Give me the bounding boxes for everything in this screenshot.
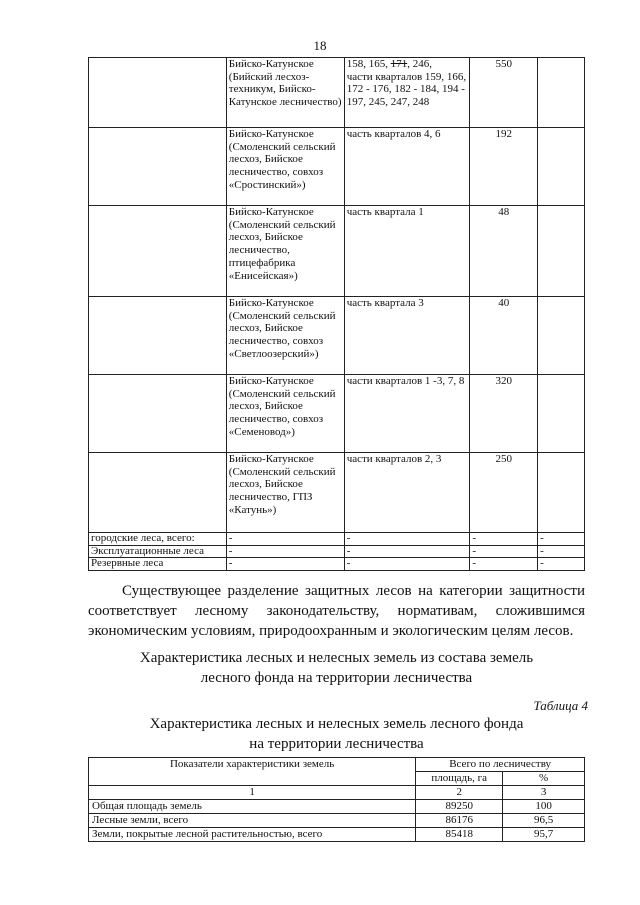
table-row [89,828,585,842]
table-cell [89,453,227,533]
table-row [89,297,585,375]
area-value: 85418 [416,828,503,842]
quarters-text-rest: , 246, части кварталов 159, 166, 172 - 176, 182 - 184, 194 - 197, 245, 247, 248 [346,58,467,109]
row-label: Лесные земли, всего [89,814,416,828]
header-percent: % [503,772,585,786]
body-paragraph [88,581,585,641]
table-cell: - [470,533,538,546]
column-number: 1 [89,786,416,800]
section-heading: Характеристика лесных и нелесных земель из состава земель лесного фонда на территории лесничества [139,650,534,686]
column-number: 3 [503,786,585,800]
table-row [89,533,585,546]
table-caption: Таблица 4 [533,698,588,713]
table-cell: - [226,533,344,546]
area-cell: 40 [470,297,538,375]
district-cell: Бийско-Катунское (Смоленский сельский лесхоз, Бийское лесничество, совхоз «Светлоозерский») [226,297,344,375]
table-cell [89,206,227,297]
land-characteristics-table [88,757,585,842]
table-cell: - [538,558,585,571]
table-row [89,128,585,206]
quarters-cell: часть квартала 1 [344,206,470,297]
row-label: городские леса, всего: [89,533,227,546]
table-row [89,58,585,128]
table-cell [89,128,227,206]
area-value: 86176 [416,814,503,828]
table-cell [538,297,585,375]
table-cell [538,128,585,206]
table-cell: - [538,533,585,546]
percent-value: 96,5 [503,814,585,828]
quarters-cell: части кварталов 2, 3 [344,453,470,533]
area-cell: 48 [470,206,538,297]
quarters-cell [344,58,470,128]
header-area: площадь, га [416,772,503,786]
table-cell: - [226,545,344,558]
header-indicators: Показатели характеристики земель [89,758,416,786]
quarters-cell: часть кварталов 4, 6 [344,128,470,206]
quarters-cell: части кварталов 1 -3, 7, 8 [344,375,470,453]
row-label: Общая площадь земель [89,800,416,814]
table-cell [538,58,585,128]
row-label: Эксплуатационные леса [89,545,227,558]
area-cell: 192 [470,128,538,206]
table-cell [89,58,227,128]
page-number: 18 [313,38,327,53]
district-cell: Бийско-Катунское (Бийский лесхоз-техникум, Бийско-Катунское лесничество) [226,58,344,128]
area-cell: 250 [470,453,538,533]
table-cell: - [470,558,538,571]
table-cell [538,375,585,453]
district-cell: Бийско-Катунское (Смоленский сельский лесхоз, Бийское лесничество, совхоз «Семеновод») [226,375,344,453]
struck-quarter: 171 [390,58,408,70]
area-cell: 550 [470,58,538,128]
quarters-cell: часть квартала 3 [344,297,470,375]
column-numbers-row [89,786,585,800]
table-title: Характеристика лесных и нелесных земель лесного фонда на территории лесничества [149,716,524,752]
table-row [89,814,585,828]
percent-value: 100 [503,800,585,814]
table-cell: - [344,558,470,571]
table-row [89,206,585,297]
protective-forests-table [88,57,585,571]
district-cell: Бийско-Катунское (Смоленский сельский лесхоз, Бийское лесничество, ГПЗ «Катунь») [226,453,344,533]
table-cell [538,453,585,533]
table-cell: - [344,533,470,546]
percent-value: 95,7 [503,828,585,842]
district-cell: Бийско-Катунское (Смоленский сельский лесхоз, Бийское лесничество, птицефабрика «Енисейская») [226,206,344,297]
area-value: 89250 [416,800,503,814]
table-cell [89,375,227,453]
table-cell: - [226,558,344,571]
table-cell [89,297,227,375]
row-label: Резервные леса [89,558,227,571]
table-cell: - [538,545,585,558]
area-cell: 320 [470,375,538,453]
table-row [89,558,585,571]
header-total: Всего по лесничеству [416,758,585,772]
table-cell: - [470,545,538,558]
table-row [89,375,585,453]
table-row [89,800,585,814]
table-cell [538,206,585,297]
table-row [89,453,585,533]
quarters-text: 158, 165, [346,58,391,70]
district-cell: Бийско-Катунское (Смоленский сельский лесхоз, Бийское лесничество, совхоз «Сростинский») [226,128,344,206]
row-label: Земли, покрытые лесной растительностью, всего [89,828,416,842]
paragraph-text: Существующее разделение защитных лесов на категории защитности соответствует лесному законодательству, нормативам, сложившимся экономическим условиям, природоохранным и экологическим целям лесов. [88,583,585,639]
column-number: 2 [416,786,503,800]
table-header-row [89,758,585,772]
table-cell: - [344,545,470,558]
table-row [89,545,585,558]
